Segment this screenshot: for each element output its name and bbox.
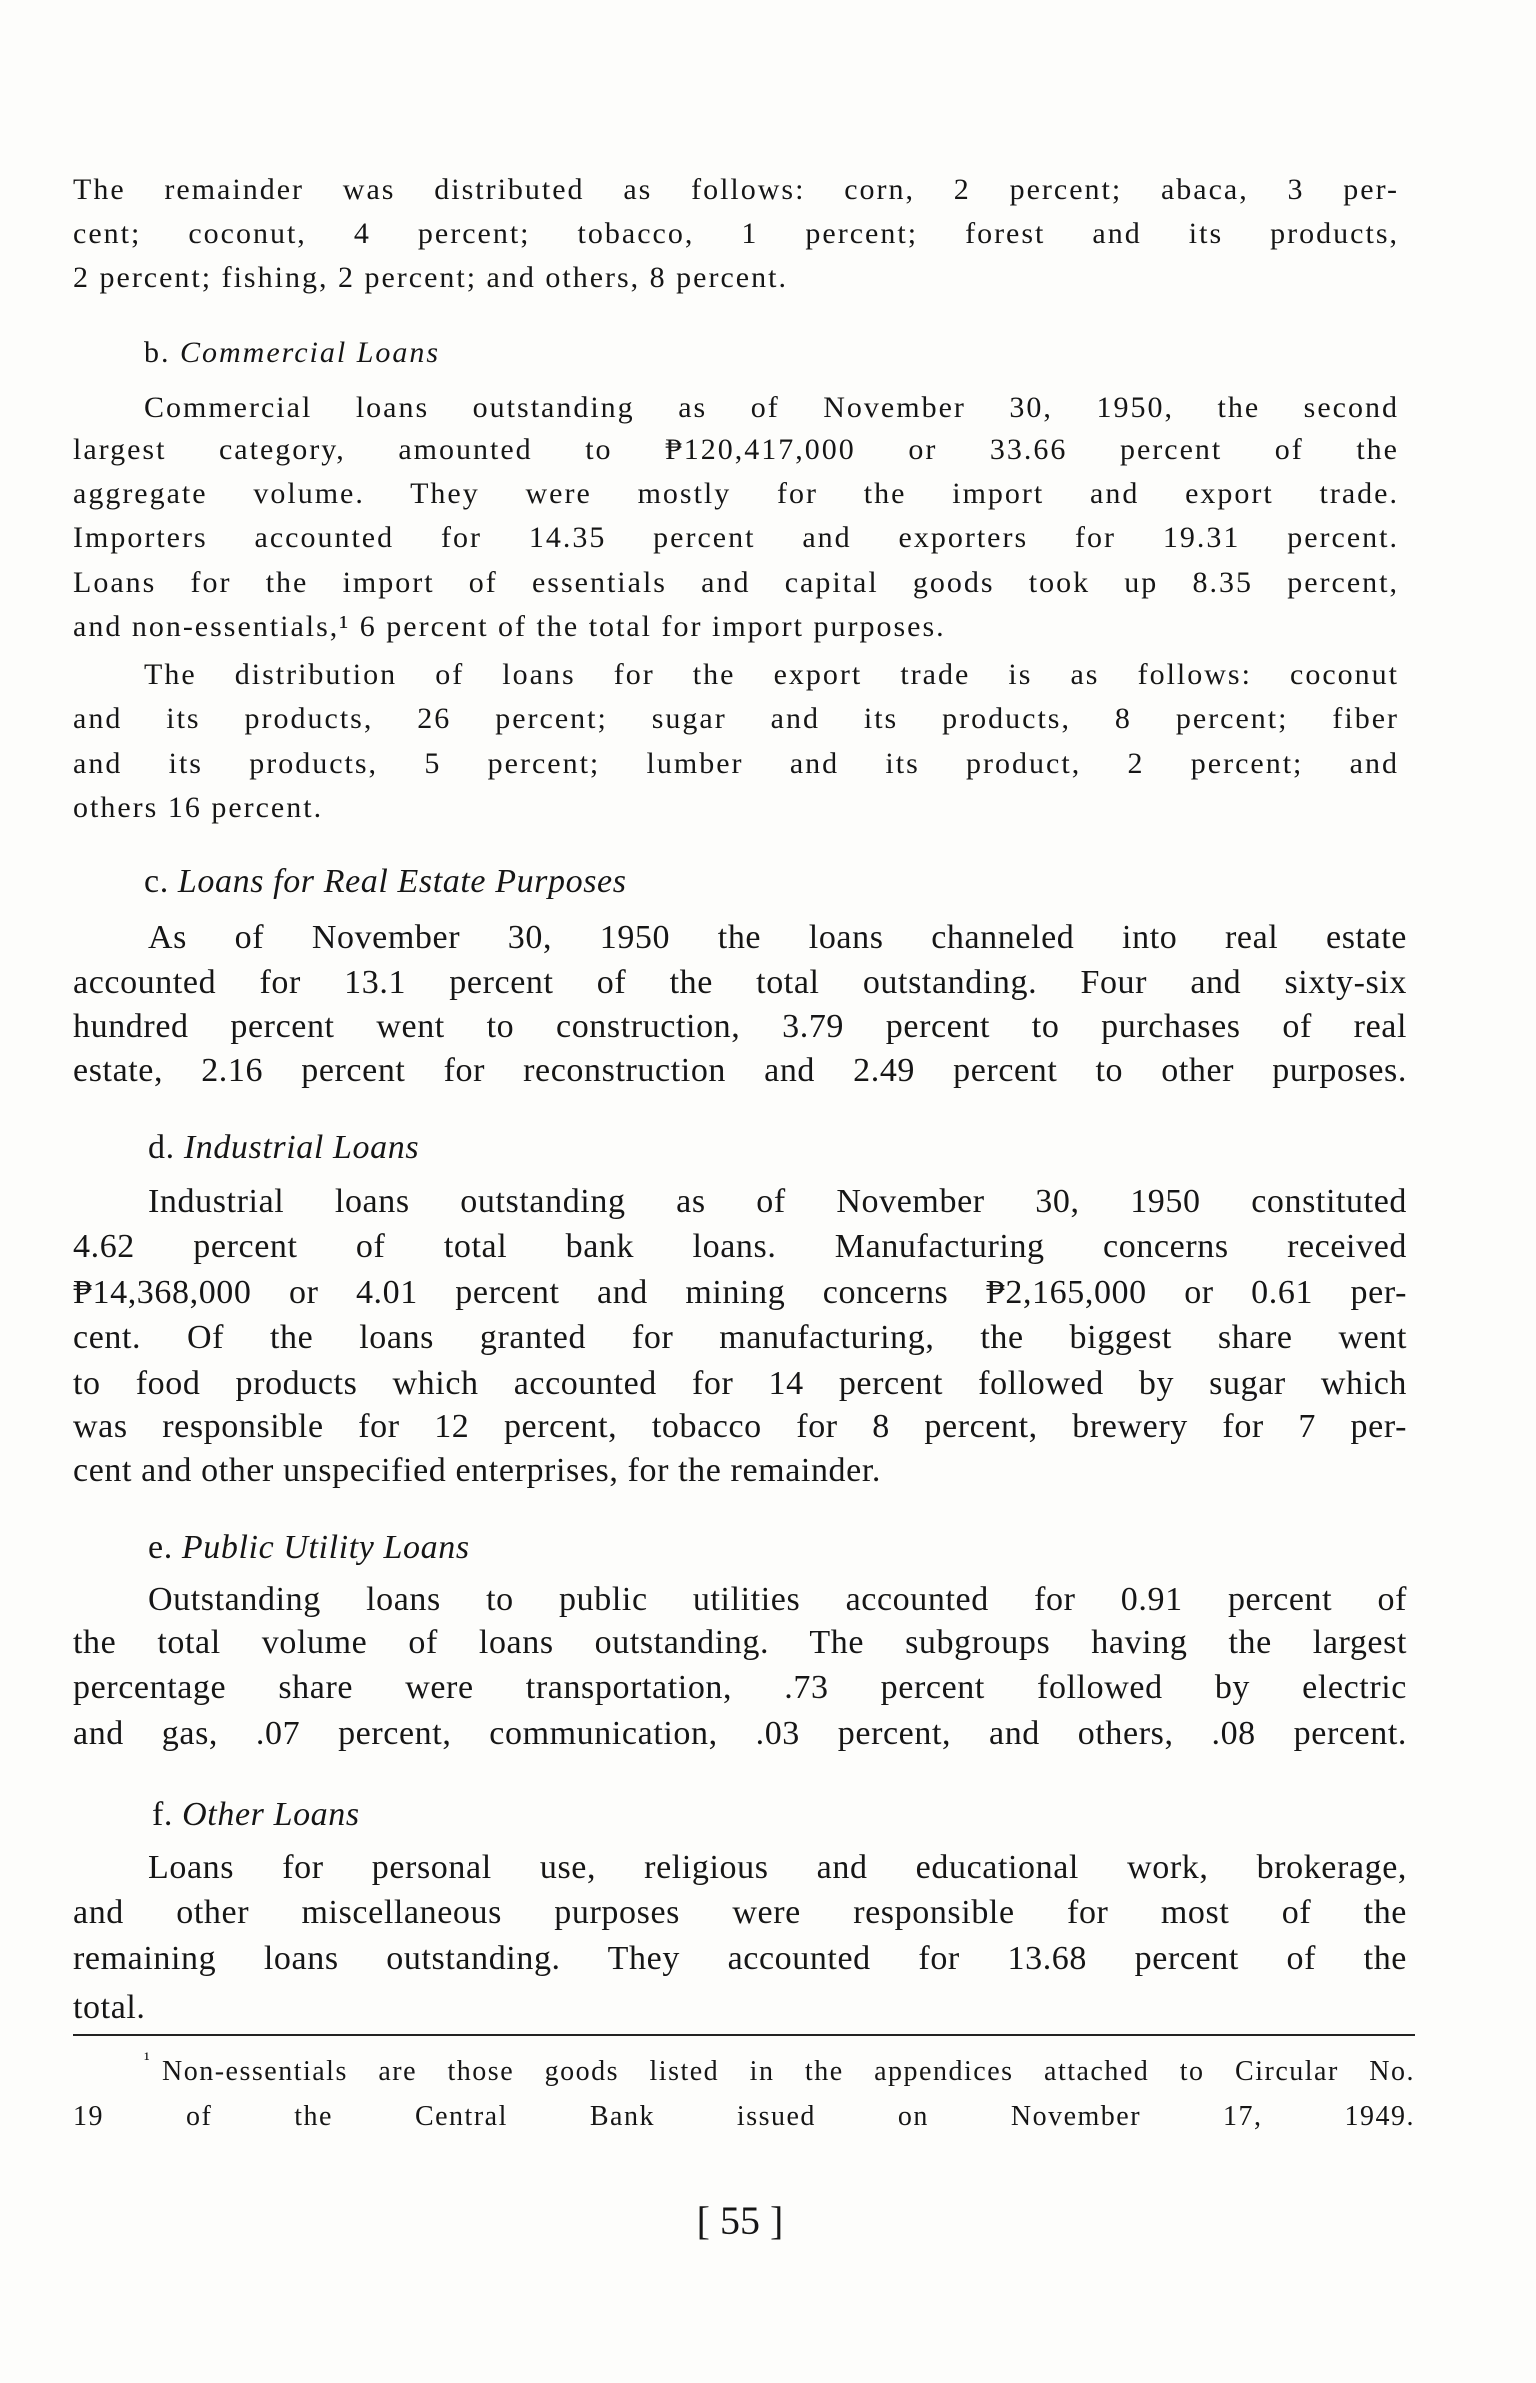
- section-heading-other-loans: [152, 1793, 360, 1837]
- paragraph-line: ₱14,368,000 or 4.01 percent and mining concerns ₱2,165,000 or 0.61 per-: [73, 1274, 1407, 1311]
- intro-line: The remainder was distributed as follows: corn, 2 percent; abaca, 3 per-: [73, 173, 1399, 206]
- paragraph-line: percentage share were transportation, .73 percent followed by electric: [73, 1669, 1407, 1706]
- section-heading-public-utility-loans: [148, 1526, 470, 1570]
- footnote-marker: ¹: [144, 2049, 150, 2070]
- section-letter: b.: [144, 336, 171, 369]
- paragraph-line: Commercial loans outstanding as of November 30, 1950, the second: [144, 391, 1399, 424]
- section-title: Industrial Loans: [183, 1129, 420, 1166]
- section-heading-real-estate-loans: [144, 860, 627, 904]
- paragraph-line: and its products, 26 percent; sugar and its products, 8 percent; fiber: [73, 702, 1399, 735]
- paragraph-line: As of November 30, 1950 the loans channeled into real estate: [148, 919, 1407, 956]
- paragraph-line: remaining loans outstanding. They accounted for 13.68 percent of the: [73, 1940, 1407, 1977]
- paragraph-line: others 16 percent.: [73, 791, 324, 824]
- paragraph-line: and its products, 5 percent; lumber and its product, 2 percent; and: [73, 747, 1399, 780]
- paragraph-line: accounted for 13.1 percent of the total outstanding. Four and sixty-six: [73, 964, 1407, 1001]
- intro-line: cent; coconut, 4 percent; tobacco, 1 percent; forest and its products,: [73, 217, 1399, 250]
- footnote-line: Non-essentials are those goods listed in the appendices attached to Circular No.: [162, 2056, 1415, 2087]
- paragraph-line: was responsible for 12 percent, tobacco for 8 percent, brewery for 7 per-: [73, 1408, 1407, 1445]
- paragraph-line: cent. Of the loans granted for manufacturing, the biggest share went: [73, 1319, 1407, 1356]
- paragraph-line: to food products which accounted for 14 percent followed by sugar which: [73, 1365, 1407, 1402]
- section-letter: c.: [144, 863, 169, 900]
- section-heading-commercial-loans: [144, 331, 440, 375]
- paragraph-line: total.: [73, 1989, 146, 2026]
- intro-line: 2 percent; fishing, 2 percent; and others, 8 percent.: [73, 261, 788, 294]
- paragraph-line: and other miscellaneous purposes were responsible for most of the: [73, 1894, 1407, 1931]
- section-letter: e.: [148, 1529, 173, 1566]
- section-title: Loans for Real Estate Purposes: [177, 863, 627, 900]
- paragraph-line: Loans for the import of essentials and capital goods took up 8.35 percent,: [73, 566, 1399, 599]
- paragraph-line: Importers accounted for 14.35 percent and exporters for 19.31 percent.: [73, 521, 1399, 554]
- page-number: [ 55 ]: [696, 2198, 784, 2243]
- paragraph-line: largest category, amounted to ₱120,417,000 or 33.66 percent of the: [73, 433, 1399, 466]
- paragraph-line: The distribution of loans for the export trade is as follows: coconut: [144, 658, 1399, 691]
- paragraph-line: Outstanding loans to public utilities accounted for 0.91 percent of: [148, 1581, 1407, 1618]
- paragraph-line: Industrial loans outstanding as of November 30, 1950 constituted: [148, 1183, 1407, 1220]
- paragraph-line: and non-essentials,¹ 6 percent of the total for import purposes.: [73, 610, 946, 643]
- paragraph-line: Loans for personal use, religious and educational work, brokerage,: [148, 1849, 1407, 1886]
- paragraph-line: aggregate volume. They were mostly for the import and export trade.: [73, 477, 1399, 510]
- section-letter: f.: [152, 1796, 174, 1833]
- footnote-line: 19 of the Central Bank issued on November 17, 1949.: [73, 2101, 1415, 2132]
- section-title: Commercial Loans: [180, 336, 441, 369]
- paragraph-line: and gas, .07 percent, communication, .03 percent, and others, .08 percent.: [73, 1715, 1407, 1752]
- paragraph-line: estate, 2.16 percent for reconstruction and 2.49 percent to other purposes.: [73, 1052, 1407, 1089]
- section-letter: d.: [148, 1129, 175, 1166]
- paragraph-line: hundred percent went to construction, 3.79 percent to purchases of real: [73, 1008, 1407, 1045]
- footnote-divider: [73, 2034, 1415, 2036]
- section-heading-industrial-loans: [148, 1126, 419, 1170]
- paragraph-line: 4.62 percent of total bank loans. Manufacturing concerns received: [73, 1228, 1407, 1265]
- section-title: Other Loans: [182, 1796, 360, 1833]
- paragraph-line: the total volume of loans outstanding. The subgroups having the largest: [73, 1624, 1407, 1661]
- section-title: Public Utility Loans: [181, 1529, 470, 1566]
- paragraph-line: cent and other unspecified enterprises, for the remainder.: [73, 1452, 881, 1489]
